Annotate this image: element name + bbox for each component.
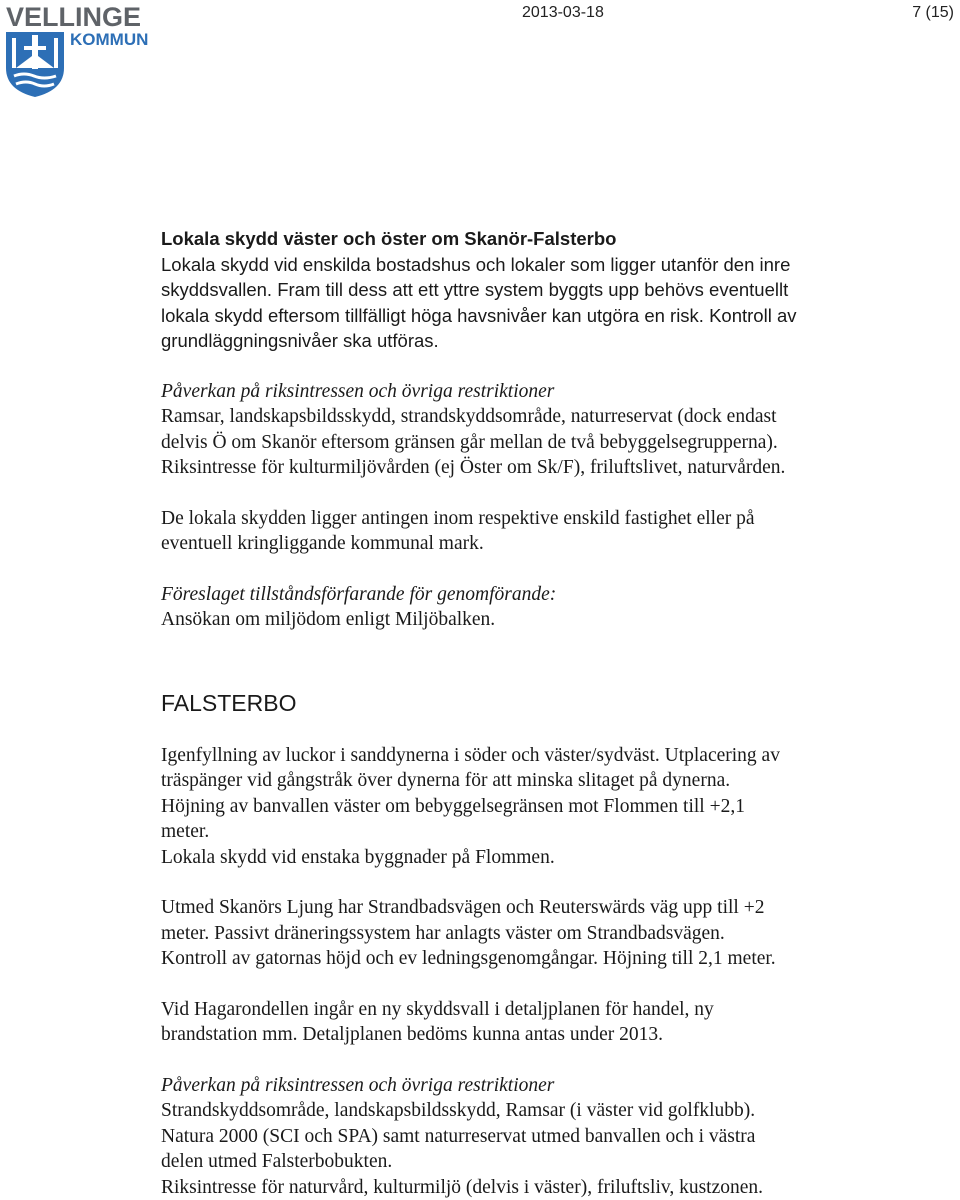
permit-body: Ansökan om miljödom enligt Miljöbalken. bbox=[161, 609, 496, 630]
local-protection-body: De lokala skydden ligger antingen inom respektive enskild fastighet eller på eventuell kringliggande kommunal mark. bbox=[161, 507, 755, 554]
section-title-lokala-skydd: Lokala skydd väster och öster om Skanör-Falsterbo bbox=[161, 228, 617, 249]
impact-body-2: Strandskyddsområde, landskapsbildsskydd, Ramsar (i väster vid golfklubb). Natura 2000 (SCI och SPA) samt naturreservat utmed banvallen och i västra delen utmed Falsterbobukten. Riksintresse för naturvård, kulturmiljö (delvis i väster), friluftsliv, kustzonen. bbox=[161, 1100, 764, 1198]
falsterbo-paragraph-1: Igenfyllning av luckor i sanddynerna i söder och väster/sydväst. Utplacering av träspänger vid gångstråk över dynerna för att minska slitaget på dynerna. Höjning av banvallen väster om bebyggelsegränsen mot Flommen till +2,1 meter. Lokala skydd vid enstaka byggnader på Flommen. bbox=[161, 744, 780, 868]
section-body-lokala-skydd: Lokala skydd vid enskilda bostadshus och lokaler som ligger utanför den inre skyddsvallen. Fram till dess att ett yttre system byggts upp behövs eventuellt lokala skydd eftersom tillfälligt höga havsnivåer kan utgöra en risk. Kontroll av grundläggningsnivåer ska utföras. bbox=[161, 253, 797, 351]
page-number: 7 (15) bbox=[912, 4, 954, 21]
document-date: 2013-03-18 bbox=[522, 4, 604, 21]
permit-heading: Föreslaget tillståndsförfarande för genomförande: bbox=[161, 583, 557, 605]
coat-of-arms-icon bbox=[6, 32, 64, 97]
vellinge-kommun-logo bbox=[4, 2, 164, 98]
logo-text-kommun: KOMMUN bbox=[70, 30, 149, 49]
section-title-falsterbo: FALSTERBO bbox=[161, 689, 297, 716]
logo-text-vellinge: VELLINGE bbox=[6, 2, 142, 32]
impact-heading-2: Påverkan på riksintressen och övriga restriktioner bbox=[161, 1074, 555, 1096]
impact-body-1: Ramsar, landskapsbildsskydd, strandskyddsområde, naturreservat (dock endast delvis Ö om Skanör eftersom gränsen går mellan de två bebyggelsegrupperna). Riksintresse för kulturmiljövården (ej Öster om Sk/F), friluftslivet, naturvården. bbox=[161, 406, 786, 478]
impact-heading-1: Påverkan på riksintressen och övriga restriktioner bbox=[161, 380, 555, 402]
document-body bbox=[161, 226, 951, 1200]
falsterbo-paragraph-2: Utmed Skanörs Ljung har Strandbadsvägen och Reuterswärds väg upp till +2 meter. Passivt dräneringssystem har anlagts väster om Strandbadsvägen. Kontroll av gatornas höjd och ev ledningsgenomgångar. Höjning till 2,1 meter. bbox=[161, 897, 776, 969]
falsterbo-paragraph-3: Vid Hagarondellen ingår en ny skyddsvall i detaljplanen för handel, ny brandstation mm. Detaljplanen bedöms kunna antas under 2013. bbox=[161, 998, 714, 1045]
